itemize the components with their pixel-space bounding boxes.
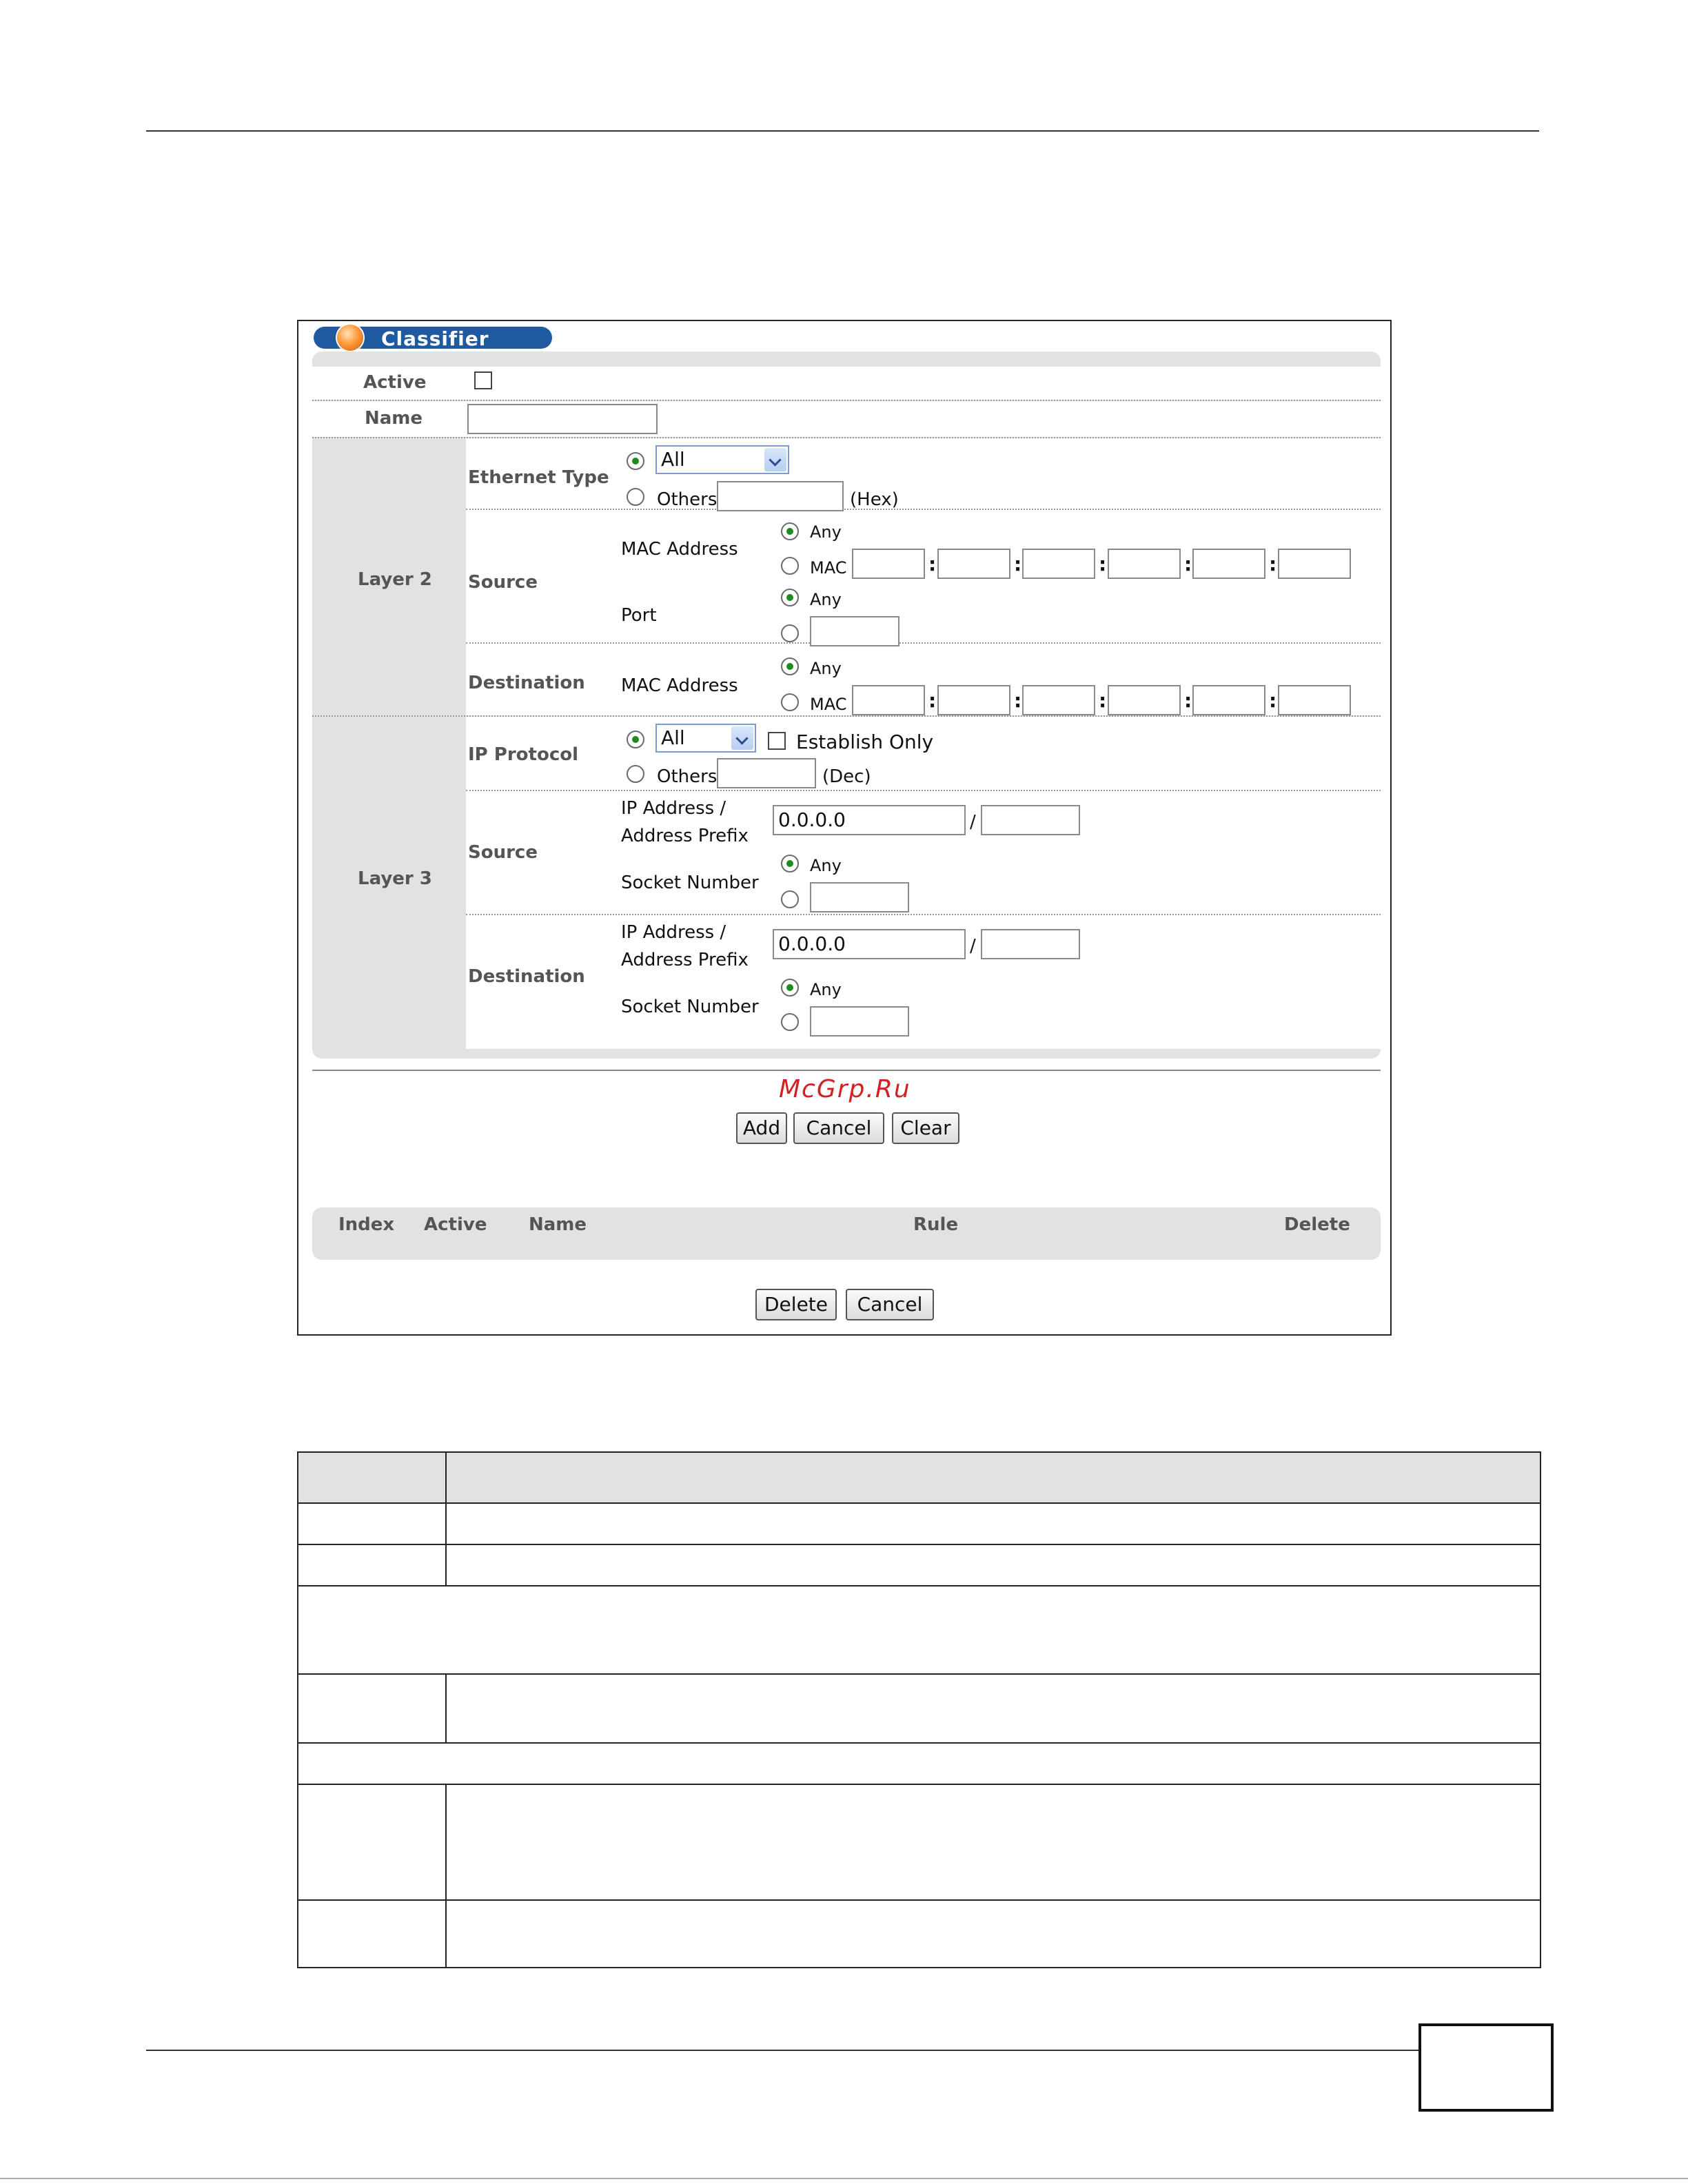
l3-dst-ip-input[interactable]: 0.0.0.0 <box>773 929 966 959</box>
l3-src-ip-label-2: Address Prefix <box>621 826 749 846</box>
dst-mac-octet-5[interactable] <box>1192 685 1265 715</box>
colon: : <box>1014 553 1022 575</box>
establish-only-checkbox[interactable] <box>768 732 786 750</box>
active-label: Active <box>363 372 427 393</box>
colon: : <box>1099 689 1107 712</box>
col-name: Name <box>529 1214 587 1235</box>
prefix-slash: / <box>970 936 976 957</box>
ethernet-type-hex-input[interactable] <box>717 481 844 511</box>
l3-dst-prefix-input[interactable] <box>981 929 1080 959</box>
ethernet-type-others-radio[interactable] <box>627 488 644 506</box>
separator <box>312 715 1381 717</box>
dst-mac-octet-1[interactable] <box>852 685 925 715</box>
any-label: Any <box>810 590 842 609</box>
src-mac-octet-5[interactable] <box>1192 549 1265 579</box>
dst-mac-octet-6[interactable] <box>1278 685 1351 715</box>
establish-only-label: Establish Only <box>796 731 934 753</box>
ip-protocol-all-radio[interactable] <box>627 731 644 748</box>
colon: : <box>1099 553 1107 575</box>
colon: : <box>928 553 937 575</box>
table-row <box>298 1899 1540 1967</box>
l2-dst-mac-label: MAC Address <box>621 675 738 696</box>
table-row <box>298 1784 1540 1899</box>
mac-label: MAC <box>810 695 847 714</box>
colon: : <box>1184 553 1192 575</box>
table-row <box>298 1742 1540 1784</box>
ethernet-type-selected: All <box>661 448 685 471</box>
l3-src-ip-label-1: IP Address / <box>621 798 726 819</box>
dst-mac-octet-3[interactable] <box>1022 685 1095 715</box>
active-row <box>312 367 1381 400</box>
dec-suffix: (Dec) <box>822 766 871 787</box>
col-active: Active <box>424 1214 487 1235</box>
l3-dst-ip-label-1: IP Address / <box>621 922 726 943</box>
separator <box>312 400 1381 401</box>
l3-dst-socket-label: Socket Number <box>621 997 759 1017</box>
src-mac-octet-4[interactable] <box>1108 549 1181 579</box>
classifier-title-tab <box>314 327 552 349</box>
column-divider <box>445 1784 447 1968</box>
l3-dst-ip-label-2: Address Prefix <box>621 950 749 970</box>
colon: : <box>928 689 937 712</box>
l3-source-label: Source <box>468 842 538 863</box>
ethernet-type-select[interactable] <box>655 445 789 474</box>
l3-src-prefix-input[interactable] <box>981 805 1080 835</box>
l2-src-mac-label: MAC Address <box>621 539 738 560</box>
ip-protocol-dec-input[interactable] <box>717 758 816 788</box>
delete-button[interactable]: Delete <box>755 1289 837 1320</box>
footer-rule <box>146 2050 1420 2051</box>
table-row <box>298 1502 1540 1544</box>
separator <box>312 437 1381 438</box>
any-label: Any <box>810 980 842 999</box>
l3-src-socket-label: Socket Number <box>621 872 759 893</box>
page-number-box <box>1418 2023 1554 2112</box>
list-cancel-button[interactable]: Cancel <box>846 1289 934 1320</box>
l3-src-socket-custom-radio[interactable] <box>781 890 799 908</box>
l2-destination-label: Destination <box>468 673 585 693</box>
col-index: Index <box>338 1214 395 1235</box>
l3-dst-socket-any-radio[interactable] <box>781 979 799 997</box>
col-delete: Delete <box>1284 1214 1350 1235</box>
hex-suffix: (Hex) <box>850 489 899 510</box>
separator <box>466 509 1381 510</box>
header-rule <box>146 130 1539 132</box>
ip-protocol-others-radio[interactable] <box>627 765 644 783</box>
src-mac-octet-3[interactable] <box>1022 549 1095 579</box>
l2-src-mac-custom-radio[interactable] <box>781 557 799 575</box>
l2-src-port-label: Port <box>621 605 657 626</box>
cancel-button[interactable]: Cancel <box>793 1112 884 1144</box>
active-checkbox[interactable] <box>474 371 492 389</box>
classifier-panel <box>297 320 1392 1336</box>
colon: : <box>1269 689 1277 712</box>
ip-others-label: Others <box>657 766 718 787</box>
col-rule: Rule <box>913 1214 959 1235</box>
ethernet-type-label: Ethernet Type <box>468 467 609 488</box>
table-row <box>298 1673 1540 1742</box>
name-label: Name <box>365 408 423 429</box>
orange-bullet-icon <box>337 325 363 351</box>
l2-dst-mac-any-radio[interactable] <box>781 657 799 675</box>
classifier-list <box>312 1207 1381 1260</box>
ethernet-others-label: Others <box>657 489 718 510</box>
layer3-label: Layer 3 <box>358 868 432 889</box>
any-label: Any <box>810 659 842 678</box>
l3-src-socket-any-radio[interactable] <box>781 855 799 872</box>
chevron-down-icon <box>731 726 753 750</box>
form-divider <box>312 1070 1381 1071</box>
dst-mac-octet-4[interactable] <box>1108 685 1181 715</box>
src-mac-octet-6[interactable] <box>1278 549 1351 579</box>
l2-source-label: Source <box>468 572 538 593</box>
any-label: Any <box>810 856 842 875</box>
colon: : <box>1014 689 1022 712</box>
src-mac-octet-1[interactable] <box>852 549 925 579</box>
mac-label: MAC <box>810 558 847 578</box>
ip-protocol-select[interactable] <box>655 724 756 753</box>
l3-destination-label: Destination <box>468 966 585 987</box>
colon: : <box>1269 553 1277 575</box>
l2-src-port-custom-radio[interactable] <box>781 624 799 642</box>
table-row <box>298 1544 1540 1585</box>
name-input[interactable] <box>467 404 658 434</box>
description-table <box>297 1451 1541 1968</box>
dst-mac-octet-2[interactable] <box>937 685 1010 715</box>
separator <box>466 914 1381 915</box>
chevron-down-icon <box>764 448 786 471</box>
prefix-slash: / <box>970 812 976 833</box>
add-button[interactable]: Add <box>736 1112 787 1144</box>
clear-button[interactable]: Clear <box>892 1112 959 1144</box>
layer2-label: Layer 2 <box>358 569 432 590</box>
ip-protocol-selected: All <box>661 726 685 749</box>
l3-dst-socket-input[interactable] <box>810 1006 909 1037</box>
column-divider <box>445 1673 447 1742</box>
column-divider <box>445 1453 447 1585</box>
watermark: McGrp.Ru <box>779 1075 911 1103</box>
l2-src-mac-any-radio[interactable] <box>781 522 799 540</box>
bottom-edge-rule <box>0 2178 1688 2179</box>
l2-dst-mac-custom-radio[interactable] <box>781 693 799 711</box>
l3-src-socket-input[interactable] <box>810 882 909 912</box>
table-header-row <box>298 1453 1540 1502</box>
ethernet-type-all-radio[interactable] <box>627 452 644 470</box>
l2-src-port-input[interactable] <box>810 616 899 646</box>
src-mac-octet-2[interactable] <box>937 549 1010 579</box>
layer3-fields <box>466 717 1381 1049</box>
panel-title: Classifier <box>381 327 489 350</box>
l3-src-ip-input[interactable]: 0.0.0.0 <box>773 805 966 835</box>
l3-dst-socket-custom-radio[interactable] <box>781 1013 799 1031</box>
l2-src-port-any-radio[interactable] <box>781 589 799 606</box>
separator <box>466 790 1381 791</box>
separator <box>466 642 1381 644</box>
ip-protocol-label: IP Protocol <box>468 744 578 765</box>
colon: : <box>1184 689 1192 712</box>
table-row <box>298 1585 1540 1673</box>
any-label: Any <box>810 522 842 542</box>
